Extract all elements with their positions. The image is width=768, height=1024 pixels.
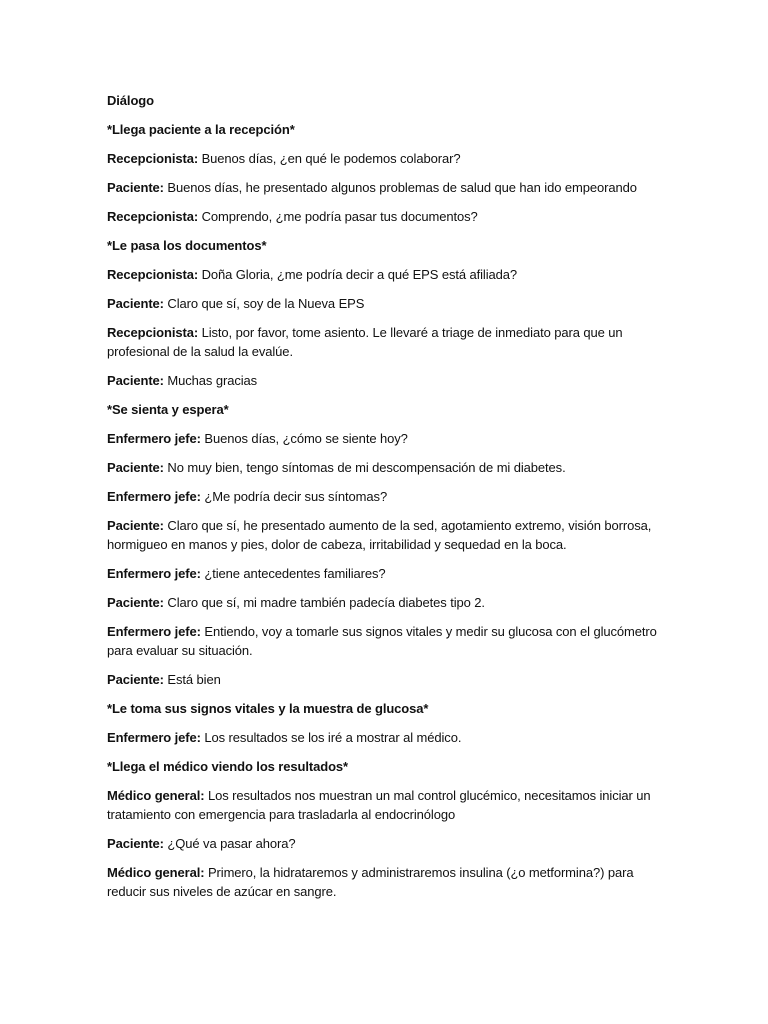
speaker-label: Enfermero jefe:: [107, 431, 201, 446]
speaker-label: Paciente:: [107, 373, 164, 388]
dialogue-line: [107, 863, 667, 901]
dialogue-text: Listo, por favor, tome asiento. Le llevaré a triage de inmediato para que un profesional de la salud la evalúe.: [107, 325, 623, 359]
dialogue-line: [107, 323, 667, 361]
dialogue-text: Primero, la hidrataremos y administraremos insulina (¿o metformina?) para reducir sus niveles de azúcar en sangre.: [107, 865, 634, 899]
stage-direction: *Le toma sus signos vitales y la muestra de glucosa*: [107, 701, 429, 716]
speaker-label: Paciente:: [107, 518, 164, 533]
speaker-label: Recepcionista:: [107, 325, 199, 340]
dialogue-text: ¿Qué va pasar ahora?: [163, 836, 296, 851]
dialogue-text: Buenos días, he presentado algunos problemas de salud que han ido empeorando: [163, 180, 637, 195]
dialogue-line: [107, 516, 667, 554]
speaker-label: Enfermero jefe:: [107, 624, 201, 639]
dialogue-text: Claro que sí, mi madre también padecía diabetes tipo 2.: [163, 595, 485, 610]
dialogue-line: [107, 834, 667, 853]
dialogue-text: Claro que sí, soy de la Nueva EPS: [163, 296, 365, 311]
speaker-label: Recepcionista:: [107, 151, 199, 166]
dialogue-text: Comprendo, ¿me podría pasar tus documentos?: [198, 209, 478, 224]
dialogue-text: Los resultados se los iré a mostrar al médico.: [200, 730, 462, 745]
dialogue-text: Buenos días, ¿cómo se siente hoy?: [200, 431, 408, 446]
speaker-label: Paciente:: [107, 180, 164, 195]
dialogue-line: [107, 429, 667, 448]
dialogue-line: [107, 670, 667, 689]
dialogue-text: Muchas gracias: [163, 373, 258, 388]
stage-direction: *Se sienta y espera*: [107, 402, 229, 417]
dialogue-text: Los resultados nos muestran un mal control glucémico, necesitamos iniciar un tratamiento con emergencia para trasladarla al endocrinólogo: [107, 788, 651, 822]
document-page: [107, 91, 667, 911]
dialogue-text: Está bien: [163, 672, 221, 687]
dialogue-text: Buenos días, ¿en qué le podemos colaborar?: [198, 151, 461, 166]
dialogue-line: [107, 593, 667, 612]
dialogue-line: [107, 294, 667, 313]
dialogue-line: [107, 149, 667, 168]
dialogue-text: Doña Gloria, ¿me podría decir a qué EPS está afiliada?: [198, 267, 518, 282]
stage-direction: *Llega el médico viendo los resultados*: [107, 759, 349, 774]
dialogue-line: [107, 786, 667, 824]
speaker-label: Médico general:: [107, 865, 205, 880]
dialogue-text: No muy bien, tengo síntomas de mi descompensación de mi diabetes.: [163, 460, 566, 475]
dialogue-line: [107, 207, 667, 226]
dialogue-line: [107, 265, 667, 284]
dialogue-text: Claro que sí, he presentado aumento de la sed, agotamiento extremo, visión borrosa, hormigueo en manos y pies, dolor de cabeza, irritabilidad y sequedad en la boca.: [107, 518, 652, 552]
dialogue-text: ¿tiene antecedentes familiares?: [200, 566, 386, 581]
document-title: Diálogo: [107, 93, 154, 108]
speaker-label: Recepcionista:: [107, 267, 199, 282]
dialogue-line: [107, 564, 667, 583]
dialogue-line: [107, 487, 667, 506]
speaker-label: Paciente:: [107, 296, 164, 311]
speaker-label: Paciente:: [107, 460, 164, 475]
dialogue-line: [107, 458, 667, 477]
stage-direction: *Le pasa los documentos*: [107, 238, 267, 253]
speaker-label: Enfermero jefe:: [107, 730, 201, 745]
dialogue-text: ¿Me podría decir sus síntomas?: [200, 489, 388, 504]
dialogue-line: [107, 178, 667, 197]
speaker-label: Médico general:: [107, 788, 205, 803]
stage-direction: *Llega paciente a la recepción*: [107, 122, 295, 137]
dialogue-line: [107, 728, 667, 747]
dialogue-text: Entiendo, voy a tomarle sus signos vitales y medir su glucosa con el glucómetro para evaluar su situación.: [107, 624, 657, 658]
speaker-label: Paciente:: [107, 836, 164, 851]
speaker-label: Paciente:: [107, 595, 164, 610]
speaker-label: Enfermero jefe:: [107, 489, 201, 504]
dialogue-line: [107, 371, 667, 390]
dialogue-line: [107, 622, 667, 660]
speaker-label: Enfermero jefe:: [107, 566, 201, 581]
speaker-label: Recepcionista:: [107, 209, 199, 224]
speaker-label: Paciente:: [107, 672, 164, 687]
